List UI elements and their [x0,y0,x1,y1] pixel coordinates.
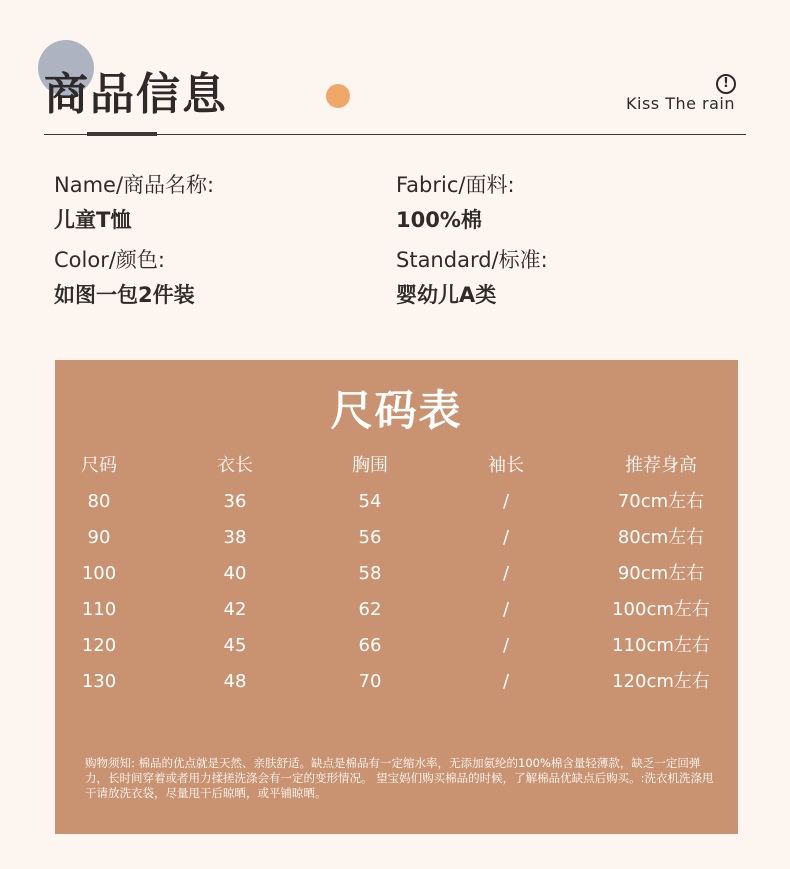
table-cell: 120 [81,635,117,656]
decorative-dot [326,84,350,108]
table-row [55,520,738,556]
info-value: 儿童T恤 [54,208,132,232]
table-row [55,628,738,664]
table-row [55,556,738,592]
table-cell: 54 [358,491,382,512]
info-label: Color/颜色: [54,248,165,272]
info-icon: ! [716,74,736,94]
table-header-cell: 尺码 [81,455,117,476]
info-value: 如图一包2件装 [54,283,195,307]
info-label: Name/商品名称: [54,173,215,197]
table-cell: 80 [87,491,111,512]
info-fabric [396,169,515,234]
info-name [54,169,214,234]
table-cell: 120cm左右 [612,671,710,692]
table-cell: 100 [81,563,117,584]
info-value: 婴幼儿A类 [396,283,497,307]
table-cell: 48 [223,671,247,692]
table-header-cell: 袖长 [488,455,524,476]
brand-text: Kiss The rain [626,94,736,113]
table-cell: / [502,671,510,692]
table-cell: 40 [223,563,247,584]
table-cell: 90 [87,527,111,548]
page-title: 商品信息 [44,69,228,120]
table-cell: 45 [223,635,247,656]
table-cell: / [502,563,510,584]
table-cell: 42 [223,599,247,620]
info-standard [396,244,548,309]
table-cell: / [502,635,510,656]
table-cell: / [502,527,510,548]
size-table [55,448,738,700]
info-label: Fabric/面料: [396,173,515,197]
size-chart-panel [55,360,738,834]
table-cell: 66 [358,635,382,656]
table-row [55,664,738,700]
table-cell: 56 [358,527,382,548]
table-cell: 80cm左右 [617,527,705,548]
table-header-cell: 胸围 [352,455,388,476]
header-divider-accent [87,132,157,136]
purchase-notice: 购物须知: 棉品的优点就是天然、亲肤舒适。缺点是棉品有一定缩水率，无添加氨纶的100%棉含量轻薄款，缺乏一定回弹力，长时间穿着或者用力揉搓洗涤会有一定的变形情况。 望宝妈们购买棉品的时候，了解棉品优缺点后购买。:洗衣机洗涤甩干请放洗衣袋，尽量甩干后晾晒，或平铺晾晒。 [85,756,714,800]
info-label: Standard/标准: [396,248,548,272]
table-cell: 130 [81,671,117,692]
info-color [54,244,195,309]
table-cell: 90cm左右 [617,563,705,584]
table-cell: / [502,491,510,512]
table-cell: 58 [358,563,382,584]
size-chart-title: 尺码表 [330,386,463,435]
table-cell: 100cm左右 [612,599,710,620]
table-row [55,484,738,520]
table-cell: 38 [223,527,247,548]
table-cell: 110 [81,599,117,620]
table-cell: 36 [223,491,247,512]
table-cell: 70cm左右 [617,491,705,512]
table-cell: 70 [358,671,382,692]
table-row [55,592,738,628]
table-header-cell: 衣长 [217,455,253,476]
table-cell: 62 [358,599,382,620]
table-header-row [55,448,738,484]
info-value: 100%棉 [396,208,482,232]
table-header-cell: 推荐身高 [625,455,697,476]
table-cell: / [502,599,510,620]
table-cell: 110cm左右 [612,635,710,656]
